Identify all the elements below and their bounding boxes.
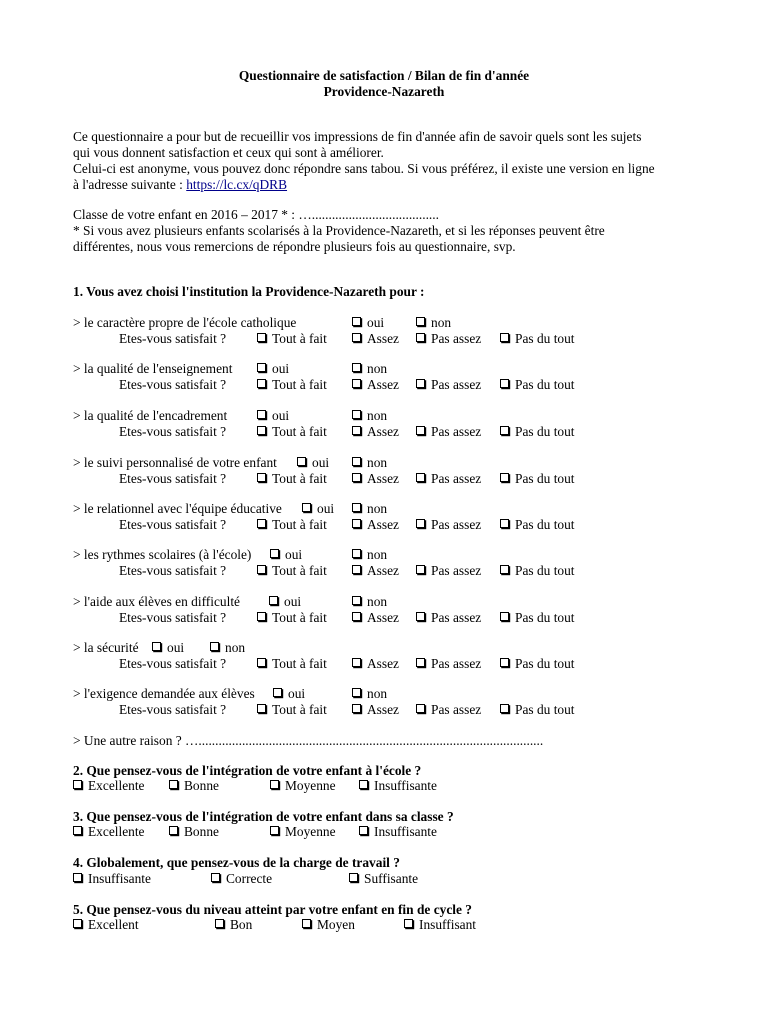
checkbox-icon[interactable]	[352, 565, 361, 574]
checkbox-icon[interactable]	[352, 612, 361, 621]
option-label: Assez	[367, 376, 399, 392]
checkbox-satisfaction[interactable]	[257, 331, 327, 347]
checkbox-q2-option[interactable]	[169, 778, 219, 794]
option-label: Tout à fait	[272, 330, 327, 346]
option-label: non	[225, 640, 246, 655]
checkbox-icon[interactable]	[215, 919, 224, 928]
option-label: Pas assez	[431, 516, 482, 532]
checkbox-satisfaction[interactable]	[416, 377, 481, 393]
option-label: Tout à fait	[272, 470, 327, 486]
option-label: Tout à fait	[272, 376, 327, 392]
checkbox-icon[interactable]	[257, 612, 266, 621]
checkbox-icon[interactable]	[500, 565, 509, 574]
option-label: Pas du tout	[515, 701, 575, 717]
checkbox-non[interactable]	[352, 594, 387, 610]
checkbox-icon[interactable]	[257, 704, 266, 713]
option-label: oui	[272, 361, 290, 376]
checkbox-satisfaction[interactable]	[352, 563, 399, 579]
checkbox-icon[interactable]	[257, 658, 266, 667]
checkbox-q5-option[interactable]	[73, 917, 139, 933]
option-label: Bonne	[184, 824, 219, 839]
checkbox-oui[interactable]	[152, 640, 184, 656]
question-1-heading: 1. Vous avez choisi l'institution la Providence-Nazareth pour :	[73, 284, 425, 299]
checkbox-non[interactable]	[352, 455, 387, 471]
checkbox-q5-option[interactable]	[302, 917, 355, 933]
checkbox-satisfaction[interactable]	[257, 702, 327, 718]
checkbox-icon[interactable]	[352, 426, 361, 435]
checkbox-icon[interactable]	[352, 596, 361, 605]
option-label: Tout à fait	[272, 655, 327, 671]
option-label: Insuffisante	[374, 824, 437, 839]
checkbox-satisfaction[interactable]	[257, 517, 327, 533]
checkbox-icon[interactable]	[500, 704, 509, 713]
option-label: Moyenne	[285, 778, 336, 793]
criterion-label: > le caractère propre de l'école catholique	[73, 315, 297, 330]
criterion-label: > la sécurité	[73, 640, 139, 655]
option-label: Assez	[367, 609, 399, 625]
page-title: Questionnaire de satisfaction / Bilan de fin d'année	[238, 68, 530, 83]
option-label: Moyen	[317, 917, 355, 932]
checkbox-icon[interactable]	[416, 473, 425, 482]
checkbox-q4-option[interactable]	[73, 871, 151, 887]
satisfaction-question: Etes-vous satisfait ?	[119, 470, 227, 486]
intro-text: à l'adresse suivante :	[73, 177, 187, 192]
option-label: non	[367, 361, 388, 376]
checkbox-satisfaction[interactable]	[352, 702, 399, 718]
checkbox-satisfaction[interactable]	[352, 471, 399, 487]
checkbox-icon[interactable]	[270, 780, 279, 789]
option-label: oui	[367, 315, 385, 330]
option-label: Assez	[367, 655, 399, 671]
intro-line: Celui-ci est anonyme, vous pouvez donc répondre sans tabou. Si vous préférez, il existe une version en ligne	[73, 161, 655, 176]
checkbox-icon[interactable]	[352, 688, 361, 697]
checkbox-satisfaction[interactable]	[257, 563, 327, 579]
option-label: Pas assez	[431, 376, 482, 392]
checkbox-satisfaction[interactable]	[257, 424, 327, 440]
page-subtitle: Providence-Nazareth	[323, 84, 445, 99]
checkbox-oui[interactable]	[297, 455, 329, 471]
checkbox-q5-option[interactable]	[215, 917, 252, 933]
intro-line: qui vous donnent satisfaction et ceux qui sont à améliorer.	[73, 145, 384, 160]
checkbox-satisfaction[interactable]	[257, 471, 327, 487]
option-label: Moyenne	[285, 824, 336, 839]
checkbox-icon[interactable]	[211, 873, 220, 882]
checkbox-icon[interactable]	[302, 919, 311, 928]
option-label: oui	[288, 686, 306, 701]
checkbox-icon[interactable]	[416, 426, 425, 435]
option-label: Pas assez	[431, 655, 482, 671]
checkbox-satisfaction[interactable]	[500, 656, 575, 672]
option-label: Tout à fait	[272, 701, 327, 717]
checkbox-icon[interactable]	[270, 826, 279, 835]
option-label: oui	[285, 547, 303, 562]
checkbox-satisfaction[interactable]	[416, 610, 481, 626]
checkbox-q3-option[interactable]	[270, 824, 336, 840]
checkbox-oui[interactable]	[302, 501, 334, 517]
checkbox-satisfaction[interactable]	[416, 471, 481, 487]
option-label: non	[367, 594, 388, 609]
option-label: Assez	[367, 701, 399, 717]
checkbox-satisfaction[interactable]	[416, 331, 481, 347]
online-version-link[interactable]: https://lc.cx/qDRB	[186, 177, 288, 192]
checkbox-icon[interactable]	[352, 457, 361, 466]
option-label: Pas assez	[431, 470, 482, 486]
checkbox-icon[interactable]	[416, 317, 425, 326]
satisfaction-question: Etes-vous satisfait ?	[119, 701, 227, 717]
checkbox-icon[interactable]	[257, 426, 266, 435]
option-label: Pas du tout	[515, 562, 575, 578]
checkbox-icon[interactable]	[73, 780, 82, 789]
option-label: Pas du tout	[515, 376, 575, 392]
checkbox-icon[interactable]	[352, 410, 361, 419]
checkbox-icon[interactable]	[416, 379, 425, 388]
option-label: Bon	[230, 917, 253, 932]
checkbox-satisfaction[interactable]	[500, 471, 575, 487]
class-note: * Si vous avez plusieurs enfants scolarisés à la Providence-Nazareth, et si les réponses peuvent être	[73, 223, 605, 238]
checkbox-icon[interactable]	[352, 519, 361, 528]
checkbox-q5-option[interactable]	[404, 917, 476, 933]
option-label: Excellente	[88, 778, 145, 793]
checkbox-satisfaction[interactable]	[352, 656, 399, 672]
criterion-label: > l'aide aux élèves en difficulté	[73, 594, 240, 609]
checkbox-non[interactable]	[352, 686, 387, 702]
question-3-heading: 3. Que pensez-vous de l'intégration de votre enfant dans sa classe ?	[73, 809, 454, 824]
option-label: Pas du tout	[515, 609, 575, 625]
checkbox-icon[interactable]	[257, 333, 266, 342]
checkbox-q3-option[interactable]	[359, 824, 437, 840]
intro-line	[73, 177, 287, 193]
checkbox-satisfaction[interactable]	[500, 702, 575, 718]
option-label: Pas assez	[431, 562, 482, 578]
option-label: Pas du tout	[515, 470, 575, 486]
checkbox-icon[interactable]	[152, 642, 161, 651]
checkbox-non[interactable]	[416, 315, 451, 331]
option-label: Excellente	[88, 824, 145, 839]
satisfaction-question: Etes-vous satisfait ?	[119, 423, 227, 439]
checkbox-icon[interactable]	[169, 826, 178, 835]
satisfaction-question: Etes-vous satisfait ?	[119, 655, 227, 671]
checkbox-oui[interactable]	[257, 361, 289, 377]
satisfaction-question: Etes-vous satisfait ?	[119, 562, 227, 578]
checkbox-satisfaction[interactable]	[416, 424, 481, 440]
checkbox-icon[interactable]	[352, 317, 361, 326]
checkbox-icon[interactable]	[257, 379, 266, 388]
option-label: oui	[284, 594, 302, 609]
checkbox-icon[interactable]	[416, 704, 425, 713]
checkbox-icon[interactable]	[500, 333, 509, 342]
checkbox-icon[interactable]	[257, 473, 266, 482]
checkbox-satisfaction[interactable]	[352, 331, 399, 347]
checkbox-q2-option[interactable]	[359, 778, 437, 794]
checkbox-icon[interactable]	[210, 642, 219, 651]
satisfaction-question: Etes-vous satisfait ?	[119, 516, 227, 532]
option-label: Tout à fait	[272, 423, 327, 439]
checkbox-non[interactable]	[210, 640, 245, 656]
checkbox-q2-option[interactable]	[270, 778, 336, 794]
checkbox-icon[interactable]	[73, 873, 82, 882]
other-reason-field[interactable]: > Une autre raison ? ….......................................................................................................	[73, 733, 544, 748]
checkbox-satisfaction[interactable]	[500, 517, 575, 533]
checkbox-satisfaction[interactable]	[257, 656, 327, 672]
checkbox-satisfaction[interactable]	[352, 377, 399, 393]
checkbox-satisfaction[interactable]	[416, 563, 481, 579]
checkbox-icon[interactable]	[270, 549, 279, 558]
checkbox-oui[interactable]	[352, 315, 384, 331]
option-label: Excellent	[88, 917, 139, 932]
option-label: non	[367, 408, 388, 423]
checkbox-icon[interactable]	[352, 379, 361, 388]
checkbox-oui[interactable]	[273, 686, 305, 702]
checkbox-icon[interactable]	[500, 658, 509, 667]
checkbox-icon[interactable]	[416, 519, 425, 528]
question-2-heading: 2. Que pensez-vous de l'intégration de votre enfant à l'école ?	[73, 763, 422, 778]
checkbox-satisfaction[interactable]	[500, 377, 575, 393]
checkbox-satisfaction[interactable]	[500, 331, 575, 347]
option-label: Assez	[367, 562, 399, 578]
option-label: Suffisante	[364, 871, 419, 886]
option-label: oui	[167, 640, 185, 655]
option-label: Pas du tout	[515, 330, 575, 346]
checkbox-icon[interactable]	[500, 379, 509, 388]
option-label: Insuffisante	[374, 778, 437, 793]
checkbox-icon[interactable]	[352, 503, 361, 512]
checkbox-oui[interactable]	[257, 408, 289, 424]
question-4-heading: 4. Globalement, que pensez-vous de la charge de travail ?	[73, 855, 400, 870]
checkbox-icon[interactable]	[416, 658, 425, 667]
checkbox-satisfaction[interactable]	[500, 610, 575, 626]
checkbox-icon[interactable]	[500, 519, 509, 528]
checkbox-icon[interactable]	[359, 780, 368, 789]
checkbox-satisfaction[interactable]	[352, 424, 399, 440]
class-field[interactable]: Classe de votre enfant en 2016 – 2017 * : …......................................	[73, 207, 439, 222]
option-label: Tout à fait	[272, 562, 327, 578]
question-5-heading: 5. Que pensez-vous du niveau atteint par votre enfant en fin de cycle ?	[73, 902, 472, 917]
checkbox-icon[interactable]	[500, 473, 509, 482]
checkbox-icon[interactable]	[297, 457, 306, 466]
checkbox-icon[interactable]	[416, 612, 425, 621]
checkbox-icon[interactable]	[257, 565, 266, 574]
option-label: Tout à fait	[272, 609, 327, 625]
checkbox-icon[interactable]	[257, 410, 266, 419]
criterion-label: > la qualité de l'enseignement	[73, 361, 233, 376]
criterion-label: > le suivi personnalisé de votre enfant	[73, 455, 277, 470]
option-label: Pas assez	[431, 609, 482, 625]
checkbox-non[interactable]	[352, 501, 387, 517]
option-label: non	[367, 547, 388, 562]
option-label: Pas assez	[431, 330, 482, 346]
checkbox-icon[interactable]	[359, 826, 368, 835]
criterion-label: > l'exigence demandée aux élèves	[73, 686, 255, 701]
checkbox-non[interactable]	[352, 547, 387, 563]
option-label: Pas du tout	[515, 516, 575, 532]
satisfaction-question: Etes-vous satisfait ?	[119, 330, 227, 346]
checkbox-satisfaction[interactable]	[500, 563, 575, 579]
satisfaction-question: Etes-vous satisfait ?	[119, 376, 227, 392]
checkbox-q3-option[interactable]	[169, 824, 219, 840]
checkbox-icon[interactable]	[352, 333, 361, 342]
checkbox-icon[interactable]	[352, 363, 361, 372]
option-label: Pas assez	[431, 701, 482, 717]
option-label: non	[367, 686, 388, 701]
checkbox-icon[interactable]	[500, 426, 509, 435]
option-label: oui	[272, 408, 290, 423]
checkbox-satisfaction[interactable]	[416, 517, 481, 533]
checkbox-non[interactable]	[352, 408, 387, 424]
checkbox-icon[interactable]	[404, 919, 413, 928]
checkbox-q4-option[interactable]	[211, 871, 272, 887]
checkbox-non[interactable]	[352, 361, 387, 377]
option-label: Tout à fait	[272, 516, 327, 532]
option-label: Correcte	[226, 871, 273, 886]
option-label: Insuffisante	[88, 871, 151, 886]
checkbox-satisfaction[interactable]	[352, 517, 399, 533]
option-label: oui	[312, 455, 330, 470]
checkbox-icon[interactable]	[416, 333, 425, 342]
checkbox-icon[interactable]	[257, 363, 266, 372]
option-label: Pas du tout	[515, 655, 575, 671]
checkbox-icon[interactable]	[352, 473, 361, 482]
option-label: non	[367, 455, 388, 470]
option-label: Bonne	[184, 778, 219, 793]
checkbox-q2-option[interactable]	[73, 778, 145, 794]
option-label: Pas assez	[431, 423, 482, 439]
option-label: Assez	[367, 516, 399, 532]
checkbox-icon[interactable]	[352, 549, 361, 558]
option-label: non	[367, 501, 388, 516]
checkbox-oui[interactable]	[270, 547, 302, 563]
intro-line: Ce questionnaire a pour but de recueillir vos impressions de fin d'année afin de savoir quels sont les sujets	[73, 129, 642, 144]
criterion-label: > le relationnel avec l'équipe éducative	[73, 501, 282, 516]
checkbox-satisfaction[interactable]	[352, 610, 399, 626]
checkbox-icon[interactable]	[73, 826, 82, 835]
checkbox-satisfaction[interactable]	[257, 377, 327, 393]
checkbox-icon[interactable]	[257, 519, 266, 528]
checkbox-icon[interactable]	[73, 919, 82, 928]
checkbox-icon[interactable]	[273, 688, 282, 697]
option-label: Assez	[367, 470, 399, 486]
checkbox-icon[interactable]	[352, 658, 361, 667]
checkbox-icon[interactable]	[302, 503, 311, 512]
checkbox-q3-option[interactable]	[73, 824, 145, 840]
class-note: différentes, nous vous remercions de répondre plusieurs fois au questionnaire, svp.	[73, 239, 516, 254]
checkbox-icon[interactable]	[269, 596, 278, 605]
checkbox-icon[interactable]	[416, 565, 425, 574]
checkbox-icon[interactable]	[349, 873, 358, 882]
checkbox-satisfaction[interactable]	[416, 702, 481, 718]
criterion-label: > les rythmes scolaires (à l'école)	[73, 547, 252, 562]
option-label: Assez	[367, 423, 399, 439]
checkbox-satisfaction[interactable]	[257, 610, 327, 626]
option-label: Assez	[367, 330, 399, 346]
checkbox-icon[interactable]	[352, 704, 361, 713]
option-label: Pas du tout	[515, 423, 575, 439]
checkbox-q4-option[interactable]	[349, 871, 418, 887]
checkbox-icon[interactable]	[169, 780, 178, 789]
criterion-label: > la qualité de l'encadrement	[73, 408, 228, 423]
checkbox-satisfaction[interactable]	[500, 424, 575, 440]
option-label: non	[431, 315, 452, 330]
checkbox-oui[interactable]	[269, 594, 301, 610]
checkbox-satisfaction[interactable]	[416, 656, 481, 672]
option-label: Insuffisant	[419, 917, 477, 932]
satisfaction-question: Etes-vous satisfait ?	[119, 609, 227, 625]
checkbox-icon[interactable]	[500, 612, 509, 621]
option-label: oui	[317, 501, 335, 516]
